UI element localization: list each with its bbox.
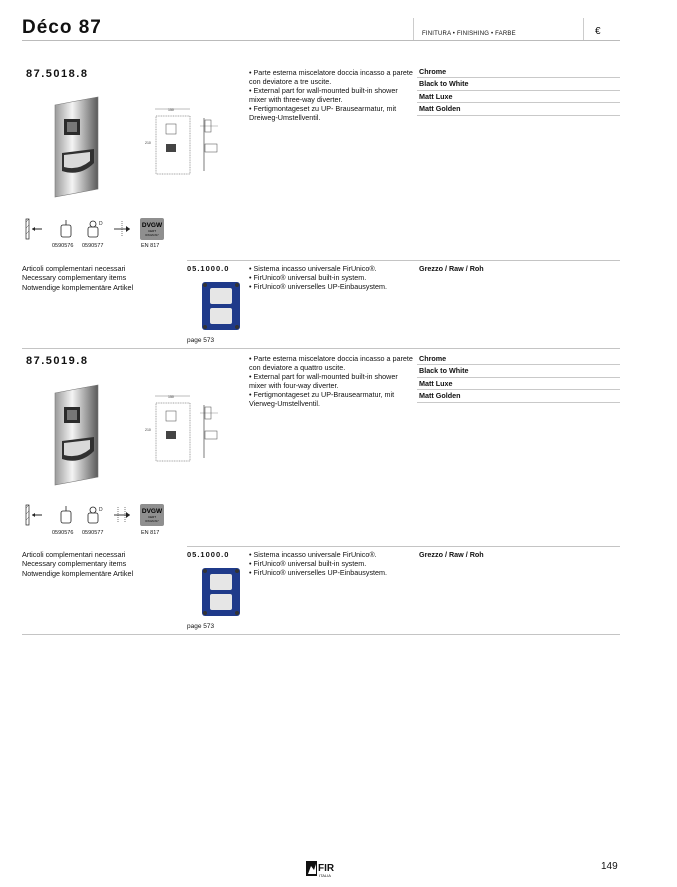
shower-mixer-image [50, 97, 105, 202]
product-description [249, 68, 417, 123]
description-de: • Fertigmontageset zu UP-Brausearmatur, mit Vierweg-Umstellventil. [249, 390, 395, 409]
finish-option: Chrome [417, 353, 620, 365]
dvgw-sub2: DIN EN 817 [145, 520, 159, 523]
complementary-code: 05.1000.0 [187, 550, 230, 559]
complementary-description-it: • Sistema incasso universale FirUnico®. [249, 264, 377, 273]
complementary-labels [22, 264, 182, 292]
complementary-finish: Grezzo / Raw / Roh [419, 550, 484, 559]
dvgw-sub1: CERT [147, 229, 157, 233]
section-rule [187, 546, 620, 547]
section-rule [187, 260, 620, 261]
finish-list [417, 66, 620, 116]
page-reference: page 573 [187, 623, 215, 630]
dimension-height: 210 [145, 428, 151, 432]
dimension-width: 150 [168, 108, 174, 112]
finish-option: Matt Golden [417, 390, 620, 402]
currency-column-header: € [595, 26, 601, 37]
product-code: 87.5019.8 [26, 355, 89, 367]
icon-code: 0590576 [52, 243, 74, 249]
page-title: Déco 87 [22, 17, 102, 38]
finish-option: Matt Luxe [417, 378, 620, 390]
fir-italia-logo [306, 860, 342, 878]
finish-option: Matt Golden [417, 103, 620, 115]
description-en: • External part for wall-mounted built-in shower mixer with three-way diverter. [249, 86, 398, 105]
complementary-description-de: • FirUnico® universelles UP-Einbausystem. [249, 568, 388, 578]
complementary-label-it: Articoli complementari necessari [22, 550, 126, 559]
complementary-label-en: Necessary complementary items [22, 559, 127, 569]
svg-text:D: D [99, 221, 103, 227]
description-it: • Parte esterna miscelatore doccia incasso a parete con deviatore a quattro uscite. [249, 354, 413, 373]
product-code: 87.5018.8 [26, 68, 89, 80]
dvgw-certification-icon [140, 218, 164, 240]
icon-code: 0590577 [82, 243, 104, 249]
complementary-description-de: • FirUnico® universelles UP-Einbausystem. [249, 282, 388, 292]
dvgw-sub2: DIN EN 817 [145, 234, 159, 237]
header-divider [413, 18, 414, 40]
complementary-finish: Grezzo / Raw / Roh [419, 264, 484, 273]
dvgw-title: DVGW [141, 222, 163, 229]
dimension-height: 210 [145, 141, 151, 145]
finish-option: Matt Luxe [417, 91, 620, 103]
product-description [249, 354, 417, 409]
dvgw-sub1: CERT [147, 515, 157, 519]
icon-code: 0590577 [82, 530, 104, 536]
finish-list [417, 353, 620, 403]
dimension-width: 150 [168, 395, 174, 399]
description-en: • External part for wall-mounted built-in shower mixer with four-way diverter. [249, 372, 398, 391]
header-divider [583, 18, 584, 40]
description-de: • Fertigmontageset zu UP- Brausearmatur, mit Dreiweg-Umstellventil. [249, 104, 397, 123]
finish-option: Black to White [417, 365, 620, 377]
logo-text: FIR [318, 863, 335, 874]
thermostatic-cartridge-icon [84, 504, 104, 526]
logo-subtext: ITALIA [319, 873, 331, 878]
technical-drawing [145, 393, 240, 463]
finish-column-header: FINITURA • FINISHING • FARBE [422, 31, 516, 37]
complementary-code: 05.1000.0 [187, 264, 230, 273]
complementary-description-it: • Sistema incasso universale FirUnico®. [249, 550, 377, 559]
icon-code: 0590576 [52, 530, 74, 536]
complementary-label-de: Notwendige komplementäre Artikel [22, 568, 134, 578]
wall-mount-icon [24, 504, 44, 526]
dvgw-title: DVGW [141, 508, 163, 515]
cartridge-icon [56, 218, 76, 240]
complementary-label-de: Notwendige komplementäre Artikel [22, 282, 134, 292]
standard-label: EN 817 [141, 243, 160, 249]
section-rule [22, 634, 620, 635]
complementary-description-en: • FirUnico® universal built-in system. [249, 559, 367, 569]
header-rule [22, 40, 620, 41]
complementary-description-en: • FirUnico® universal built-in system. [249, 273, 367, 283]
shower-mixer-image [50, 385, 105, 490]
svg-text:D: D [99, 507, 103, 513]
page-reference: page 573 [187, 337, 215, 344]
dvgw-certification-icon [140, 504, 164, 526]
four-way-diverter-icon [112, 504, 132, 526]
feature-icons [24, 218, 174, 240]
complementary-description [249, 264, 417, 291]
complementary-labels [22, 550, 182, 578]
built-in-box-image [200, 280, 242, 332]
wall-mount-icon [24, 218, 44, 240]
standard-label: EN 817 [141, 530, 160, 536]
built-in-box-image [200, 566, 242, 618]
finish-option: Black to White [417, 78, 620, 90]
page-number: 149 [601, 861, 618, 872]
section-rule [22, 348, 620, 349]
feature-icons [24, 504, 174, 526]
complementary-label-it: Articoli complementari necessari [22, 264, 126, 273]
complementary-label-en: Necessary complementary items [22, 273, 127, 283]
cartridge-icon [56, 504, 76, 526]
thermostatic-cartridge-icon [84, 218, 104, 240]
diverter-icon [112, 218, 132, 240]
complementary-description [249, 550, 417, 577]
finish-option: Chrome [417, 66, 620, 78]
technical-drawing [145, 106, 240, 176]
description-it: • Parte esterna miscelatore doccia incasso a parete con deviatore a tre uscite. [249, 68, 413, 87]
